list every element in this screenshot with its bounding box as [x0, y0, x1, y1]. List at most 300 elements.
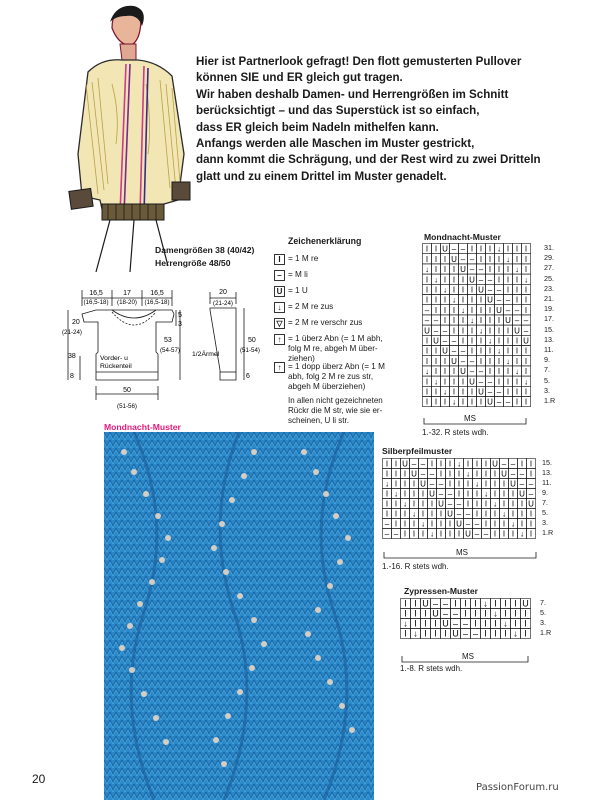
chart-cell-symbol: I — [506, 244, 510, 254]
chart-cell-symbol: I — [466, 479, 470, 489]
chart-cell-symbol: ↓ — [413, 628, 418, 639]
chart-cell-symbol: I — [425, 377, 429, 387]
chart-cell-symbol: I — [412, 529, 416, 539]
chart-cell-symbol: – — [432, 598, 439, 609]
chart-cell-symbol: I — [515, 356, 519, 366]
chart-cell-symbol: I — [457, 469, 461, 479]
chart-cell-symbol: I — [502, 489, 506, 499]
chart-cell-symbol: I — [524, 356, 528, 366]
front-rib-height: 8 — [70, 373, 74, 380]
chart-cell-symbol: – — [519, 469, 525, 479]
chart-cell-symbol: – — [501, 459, 507, 469]
chart-cell-symbol: ↓ — [443, 387, 447, 397]
chart-cell-symbol: I — [424, 628, 427, 639]
chart-cell-symbol: – — [420, 469, 426, 479]
chart-cell-symbol: I — [506, 346, 510, 356]
chart-cell-symbol: ↓ — [493, 608, 498, 619]
knit-stitch-icon: I — [274, 254, 285, 265]
chart-cell-symbol: – — [442, 608, 449, 619]
chart-cell-symbol: – — [487, 285, 493, 295]
chart-cell-symbol: I — [434, 618, 437, 629]
row-label: 13. — [542, 468, 552, 477]
chart-cell-symbol: I — [430, 499, 434, 509]
row-label: 3. — [542, 518, 548, 527]
chart-cell-symbol: I — [497, 254, 501, 264]
chart-cell-symbol: ↓ — [493, 499, 497, 509]
chart-cell-symbol: I — [457, 489, 461, 499]
sleeve-rib: 6 — [246, 373, 250, 380]
chart-cell-symbol: – — [460, 346, 466, 356]
chart-cell-symbol: U — [522, 598, 529, 609]
chart-cell-symbol: ↓ — [385, 479, 389, 489]
front-panel-label-1: Vorder- u — [100, 355, 128, 362]
chart-cell-symbol: ↓ — [430, 529, 434, 539]
chart-cell-symbol: I — [488, 265, 492, 275]
chart-cell-symbol: I — [474, 598, 477, 609]
chart-title-silberpfeil: Silberpfeilmuster — [382, 446, 453, 456]
intro-line: Hier ist Partnerlook gefragt! Den flott gemusterten Pullover — [196, 55, 522, 68]
chart-cell-symbol: I — [403, 509, 407, 519]
chart-cell-symbol: I — [488, 326, 492, 336]
chart-cell-symbol: I — [484, 479, 488, 489]
chart-cell-symbol: I — [452, 367, 456, 377]
front-top-width-1: 16,5 — [89, 290, 103, 297]
chart-cell-symbol: I — [448, 479, 452, 489]
row-label: 9. — [542, 488, 548, 497]
chart-cell-symbol: I — [414, 618, 417, 629]
chart-cell-symbol: I — [470, 305, 474, 315]
chart-cell-symbol: – — [478, 367, 484, 377]
chart-cell-symbol: U — [505, 316, 511, 326]
chart-mondnacht — [422, 243, 590, 413]
front-bottom-width: 50 — [123, 387, 131, 394]
legend-item-text: = 1 M re — [288, 254, 319, 263]
chart-cell-symbol: I — [439, 459, 443, 469]
chart-cell-symbol: I — [385, 509, 389, 519]
row-label: 1.R — [542, 528, 554, 537]
chart-cell-symbol: I — [506, 285, 510, 295]
chart-cell-symbol: I — [439, 509, 443, 519]
legend-item-text: abh, folg 2 M re zus str, — [288, 372, 374, 381]
schematic-sleeve — [192, 282, 272, 392]
chart-cell-symbol: I — [484, 618, 487, 629]
chart-cell-symbol: I — [506, 326, 510, 336]
chart-cell-symbol: I — [464, 598, 467, 609]
chart-cell-symbol: – — [433, 326, 439, 336]
chart-cell-symbol: I — [466, 459, 470, 469]
chart-cell-symbol: I — [524, 618, 527, 629]
legend-item-text: folg M re, abgeh M über- — [288, 344, 378, 353]
chart-cell-symbol: I — [448, 529, 452, 539]
chart-cell-symbol: I — [475, 509, 479, 519]
chart-cell-symbol: I — [461, 275, 465, 285]
chart-cell-symbol: I — [448, 519, 452, 529]
chart-cell-symbol: I — [488, 367, 492, 377]
chart-cell-symbol: I — [479, 305, 483, 315]
chart-cell-symbol: – — [424, 316, 430, 326]
chart-cell-symbol: I — [443, 254, 447, 264]
chart-cell-symbol: I — [524, 367, 528, 377]
chart-cell-symbol: I — [434, 285, 438, 295]
chart-cell-symbol: I — [474, 608, 477, 619]
chart-cell-symbol: U — [456, 519, 462, 529]
chart-cell-symbol: I — [434, 265, 438, 275]
chart-cell-symbol: U — [487, 397, 493, 407]
chart-cell-symbol: I — [434, 356, 438, 366]
legend-note-line: Rückr die M str, wie sie er- — [288, 406, 383, 415]
chart-cell-symbol: – — [478, 377, 484, 387]
chart-cell-symbol: – — [465, 519, 471, 529]
chart-cell-symbol: ↓ — [470, 316, 474, 326]
chart-cell-symbol: I — [515, 346, 519, 356]
chart-cell-symbol: – — [442, 326, 448, 336]
chart-cell-symbol: I — [514, 598, 517, 609]
front-top-width-alt-2: (18-20) — [117, 299, 137, 306]
chart-cell-symbol: – — [411, 459, 417, 469]
chart-cell-symbol: I — [515, 275, 519, 285]
chart-cell-symbol: I — [506, 336, 510, 346]
chart-cell-symbol: I — [404, 608, 407, 619]
legend-item-text: ziehen) — [288, 354, 315, 363]
chart-cell-symbol: I — [439, 529, 443, 539]
chart-cell-symbol: U — [478, 387, 484, 397]
chart-cell-symbol: I — [504, 598, 507, 609]
chart-cell-symbol: I — [434, 387, 438, 397]
row-label: 3. — [540, 618, 546, 627]
chart-cell-symbol: ↓ — [461, 305, 465, 315]
chart-cell-symbol: U — [432, 608, 439, 619]
row-label: 19. — [544, 304, 554, 314]
chart-cell-symbol: I — [474, 618, 477, 629]
chart-cell-symbol: – — [523, 326, 529, 336]
chart-cell-symbol: I — [497, 316, 501, 326]
chart-cell-symbol: I — [515, 336, 519, 346]
chart-cell-symbol: – — [496, 397, 502, 407]
chart-cell-symbol: ↓ — [524, 377, 528, 387]
row-label: 31. — [544, 243, 554, 252]
chart-cell-symbol: I — [529, 509, 533, 519]
chart-cell-symbol: ↓ — [452, 295, 456, 305]
intro-paragraph — [196, 54, 588, 185]
sleeve-top-width: 20 — [219, 289, 227, 296]
chart-cell-symbol: I — [434, 628, 437, 639]
chart-cell-symbol: I — [439, 469, 443, 479]
legend-note-line: In allen nicht gezeichneten — [288, 396, 383, 405]
chart-cell-symbol: – — [505, 305, 511, 315]
chart-cell-symbol: U — [438, 499, 444, 509]
chart-cell-symbol: I — [493, 479, 497, 489]
chart-cell-symbol: I — [425, 285, 429, 295]
chart-cell-symbol: I — [484, 608, 487, 619]
chart-cell-symbol: U — [422, 598, 429, 609]
chart-cell-symbol: ↓ — [497, 346, 501, 356]
chart-cell-symbol: – — [451, 336, 457, 346]
chart-cell-symbol: I — [430, 459, 434, 469]
chart-cell-symbol: ↓ — [403, 499, 407, 509]
chart-cell-symbol: I — [484, 469, 488, 479]
chart-zypressen-grid — [400, 598, 560, 642]
row-label: 17. — [544, 314, 554, 324]
chart-cell-symbol: – — [451, 346, 457, 356]
legend-note-line: scheinen, U li str. — [288, 416, 349, 425]
chart-cell-symbol: I — [466, 489, 470, 499]
chart-cell-symbol: – — [462, 618, 469, 629]
size-herren: Herrengröße 48/50 — [155, 258, 231, 268]
chart-cell-symbol: I — [448, 469, 452, 479]
chart-cell-symbol: – — [528, 489, 534, 499]
front-top-width-3: 16,5 — [150, 290, 164, 297]
chart-cell-symbol: I — [424, 608, 427, 619]
chart-cell-symbol: I — [385, 469, 389, 479]
chart-cell-symbol: ↓ — [497, 244, 501, 254]
legend-title: Zeichenerklärung — [288, 236, 362, 246]
chart-cell-symbol: U — [429, 489, 435, 499]
chart-cell-symbol: ↓ — [475, 479, 479, 489]
chart-cell-symbol: ↓ — [506, 254, 510, 264]
chart-cell-symbol: ↓ — [488, 336, 492, 346]
chart-cell-symbol: I — [506, 387, 510, 397]
chart-cell-symbol: I — [520, 499, 524, 509]
chart-cell-symbol: ↓ — [479, 326, 483, 336]
chart-cell-symbol: I — [475, 469, 479, 479]
front-panel-label-2: Rückenteil — [100, 363, 132, 370]
chart-cell-symbol: U — [501, 469, 507, 479]
chart-cell-symbol: I — [493, 469, 497, 479]
ms-label-mondnacht: MS — [464, 414, 476, 423]
chart-cell-symbol: I — [529, 459, 533, 469]
chart-cell-symbol: ↓ — [515, 367, 519, 377]
legend-item-text: = 1 U — [288, 286, 308, 295]
legend-item-text: = 2 M re verschr zus — [288, 318, 363, 327]
double-decrease-icon: ↑ — [274, 362, 285, 373]
chart-cell-symbol: I — [506, 265, 510, 275]
chart-cell-symbol: – — [469, 356, 475, 366]
chart-cell-symbol: I — [403, 479, 407, 489]
chart-cell-symbol: I — [514, 608, 517, 619]
chart-cell-symbol: – — [420, 459, 426, 469]
legend-item-text: = M li — [288, 270, 308, 279]
chart-cell-symbol: I — [511, 509, 515, 519]
chart-cell-symbol: I — [414, 598, 417, 609]
chart-cell-symbol: I — [443, 265, 447, 275]
chart-cell-symbol: – — [528, 479, 534, 489]
chart-cell-symbol: I — [515, 244, 519, 254]
chart-cell-symbol: I — [470, 285, 474, 295]
chart-cell-symbol: I — [421, 489, 425, 499]
chart-cell-symbol: I — [452, 326, 456, 336]
chart-cell-symbol: I — [430, 509, 434, 519]
chart-cell-symbol: I — [493, 529, 497, 539]
chart-cell-symbol: I — [511, 529, 515, 539]
row-label: 3. — [544, 385, 550, 395]
chart-cell-symbol: – — [460, 244, 466, 254]
chart-cell-symbol: I — [515, 377, 519, 387]
chart-cell-symbol: – — [451, 244, 457, 254]
chart-cell-symbol: I — [524, 397, 528, 407]
chart-cell-symbol: I — [412, 499, 416, 509]
row-label: 23. — [544, 283, 554, 293]
chart-cell-symbol: I — [515, 254, 519, 264]
chart-cell-symbol: I — [403, 469, 407, 479]
chart-cell-symbol: ↓ — [466, 469, 470, 479]
chart-cell-symbol: – — [438, 489, 444, 499]
chart-cell-symbol: – — [505, 295, 511, 305]
chart-cell-symbol: ↓ — [421, 519, 425, 529]
chart-cell-symbol: U — [514, 326, 520, 336]
chart-cell-symbol: I — [479, 316, 483, 326]
intro-line: können SIE und ER gleich gut tragen. — [196, 71, 403, 85]
chart-cell-symbol: – — [478, 275, 484, 285]
chart-cell-symbol: I — [494, 598, 497, 609]
chart-cell-symbol: I — [461, 397, 465, 407]
chart-cell-symbol: I — [394, 509, 398, 519]
chart-cell-symbol: I — [425, 295, 429, 305]
intro-line: Wir haben deshalb Damen- und Herrengrößen im Schnitt — [196, 87, 509, 101]
chart-cell-symbol: I — [444, 628, 447, 639]
chart-cell-symbol: I — [484, 628, 487, 639]
row-label: 15. — [544, 324, 554, 334]
chart-cell-symbol: I — [529, 519, 533, 529]
chart-cell-symbol: I — [488, 356, 492, 366]
chart-cell-symbol: I — [404, 598, 407, 609]
chart-cell-symbol: I — [452, 377, 456, 387]
chart-cell-symbol: I — [524, 387, 528, 397]
chart-cell-symbol: I — [412, 489, 416, 499]
legend-item — [274, 362, 396, 394]
chart-cell-symbol: – — [496, 285, 502, 295]
chart-cell-symbol: I — [425, 244, 429, 254]
chart-cell-symbol: I — [497, 367, 501, 377]
chart-cell-symbol: I — [502, 519, 506, 529]
chart-cell-symbol: I — [504, 628, 507, 639]
chart-cell-symbol: – — [452, 608, 459, 619]
ms-bracket-silberpfeil — [382, 552, 538, 560]
chart-cell-symbol: I — [470, 336, 474, 346]
chart-title-zypressen: Zypressen-Muster — [404, 586, 479, 596]
chart-cell-symbol: I — [494, 628, 497, 639]
chart-cell-symbol: – — [424, 305, 430, 315]
chart-cell-symbol: – — [456, 499, 462, 509]
ms-bracket-zypressen — [400, 656, 530, 664]
intro-line: dass ER gleich beim Nadeln mithelfen kann. — [196, 120, 439, 134]
chart-cell-symbol: – — [519, 479, 525, 489]
chart-cell-symbol: I — [461, 326, 465, 336]
chart-cell-symbol: ↓ — [506, 356, 510, 366]
chart-cell-symbol: I — [484, 499, 488, 509]
chart-cell-symbol: I — [488, 254, 492, 264]
chart-cell-symbol: I — [434, 254, 438, 264]
chart-cell-symbol: ↓ — [520, 529, 524, 539]
chart-cell-symbol: I — [497, 275, 501, 285]
chart-cell-symbol: U — [487, 295, 493, 305]
chart-cell-symbol: U — [411, 469, 417, 479]
chart-cell-symbol: U — [519, 489, 525, 499]
chart-cell-symbol: I — [504, 608, 507, 619]
chart-cell-symbol: U — [442, 618, 449, 629]
chart-cell-symbol: – — [393, 529, 399, 539]
chart-footnote-mondnacht: 1.-32. R stets wdh. — [422, 428, 489, 437]
chart-cell-symbol: I — [524, 295, 528, 305]
chart-cell-symbol: I — [403, 519, 407, 529]
legend-note — [288, 396, 398, 426]
sleeve-length-alt: (51-54) — [240, 347, 260, 354]
chart-cell-symbol: I — [425, 336, 429, 346]
front-total-height-alt: (54-57) — [160, 347, 180, 354]
chart-cell-symbol: I — [497, 265, 501, 275]
chart-cell-symbol: I — [470, 244, 474, 254]
chart-cell-symbol: ↓ — [513, 628, 518, 639]
chart-cell-symbol: – — [447, 499, 453, 509]
chart-cell-symbol: – — [460, 356, 466, 366]
chart-cell-symbol: I — [475, 499, 479, 509]
chart-cell-symbol: I — [385, 459, 389, 469]
chart-cell-symbol: I — [479, 336, 483, 346]
chart-cell-symbol: – — [429, 469, 435, 479]
chart-cell-symbol: – — [487, 275, 493, 285]
chart-cell-symbol: ↓ — [515, 265, 519, 275]
chart-cell-symbol: I — [464, 608, 467, 619]
chart-cell-symbol: I — [452, 285, 456, 295]
chart-cell-symbol: I — [403, 529, 407, 539]
chart-cell-symbol: – — [442, 598, 449, 609]
chart-cell-symbol: ↓ — [484, 489, 488, 499]
chart-cell-symbol: – — [384, 529, 390, 539]
photo-caption: Mondnacht-Muster — [104, 422, 181, 432]
legend-item-text: = 2 M re zus — [288, 302, 334, 311]
legend-item-text: = 1 überz Abn (= 1 M abh, — [288, 334, 383, 343]
row-label: 7. — [542, 498, 548, 507]
chart-cell-symbol: I — [414, 608, 417, 619]
chart-cell-symbol: I — [488, 244, 492, 254]
chart-cell-symbol: I — [434, 244, 438, 254]
chart-zypressen — [400, 598, 560, 642]
chart-cell-symbol: I — [425, 397, 429, 407]
chart-cell-symbol: I — [461, 295, 465, 305]
purl-stitch-icon: – — [274, 270, 285, 281]
chart-cell-symbol: – — [442, 336, 448, 346]
chart-cell-symbol: U — [447, 509, 453, 519]
chart-cell-symbol: – — [505, 397, 511, 407]
chart-cell-symbol: – — [384, 519, 390, 529]
chart-mondnacht-grid — [422, 243, 590, 413]
chart-cell-symbol: I — [520, 459, 524, 469]
chart-cell-symbol: I — [448, 459, 452, 469]
chart-cell-symbol: I — [520, 519, 524, 529]
chart-cell-symbol: I — [524, 285, 528, 295]
chart-cell-symbol: – — [469, 254, 475, 264]
chart-cell-symbol: – — [514, 305, 520, 315]
chart-title-mondnacht: Mondnacht-Muster — [424, 232, 501, 242]
ms-label-zypressen: MS — [462, 652, 474, 661]
chart-cell-symbol: I — [511, 489, 515, 499]
front-side-height: 38 — [68, 353, 76, 360]
chart-cell-symbol: I — [515, 295, 519, 305]
chart-cell-symbol: I — [502, 499, 506, 509]
schematic-front-back — [60, 282, 190, 416]
chart-cell-symbol: I — [461, 377, 465, 387]
chart-cell-symbol: I — [421, 529, 425, 539]
row-label: 1.R — [544, 396, 556, 405]
chart-cell-symbol: – — [433, 316, 439, 326]
intro-line: dann kommt die Schrägung, und der Rest wird zu zwei Dritteln — [196, 153, 541, 167]
chart-cell-symbol: I — [493, 509, 497, 519]
chart-cell-symbol: I — [524, 628, 527, 639]
chart-cell-symbol: I — [515, 397, 519, 407]
chart-cell-symbol: I — [443, 316, 447, 326]
chart-cell-symbol: I — [475, 459, 479, 469]
size-damen: Damengrößen 38 (40/42) — [155, 245, 255, 255]
chart-cell-symbol: I — [479, 397, 483, 407]
